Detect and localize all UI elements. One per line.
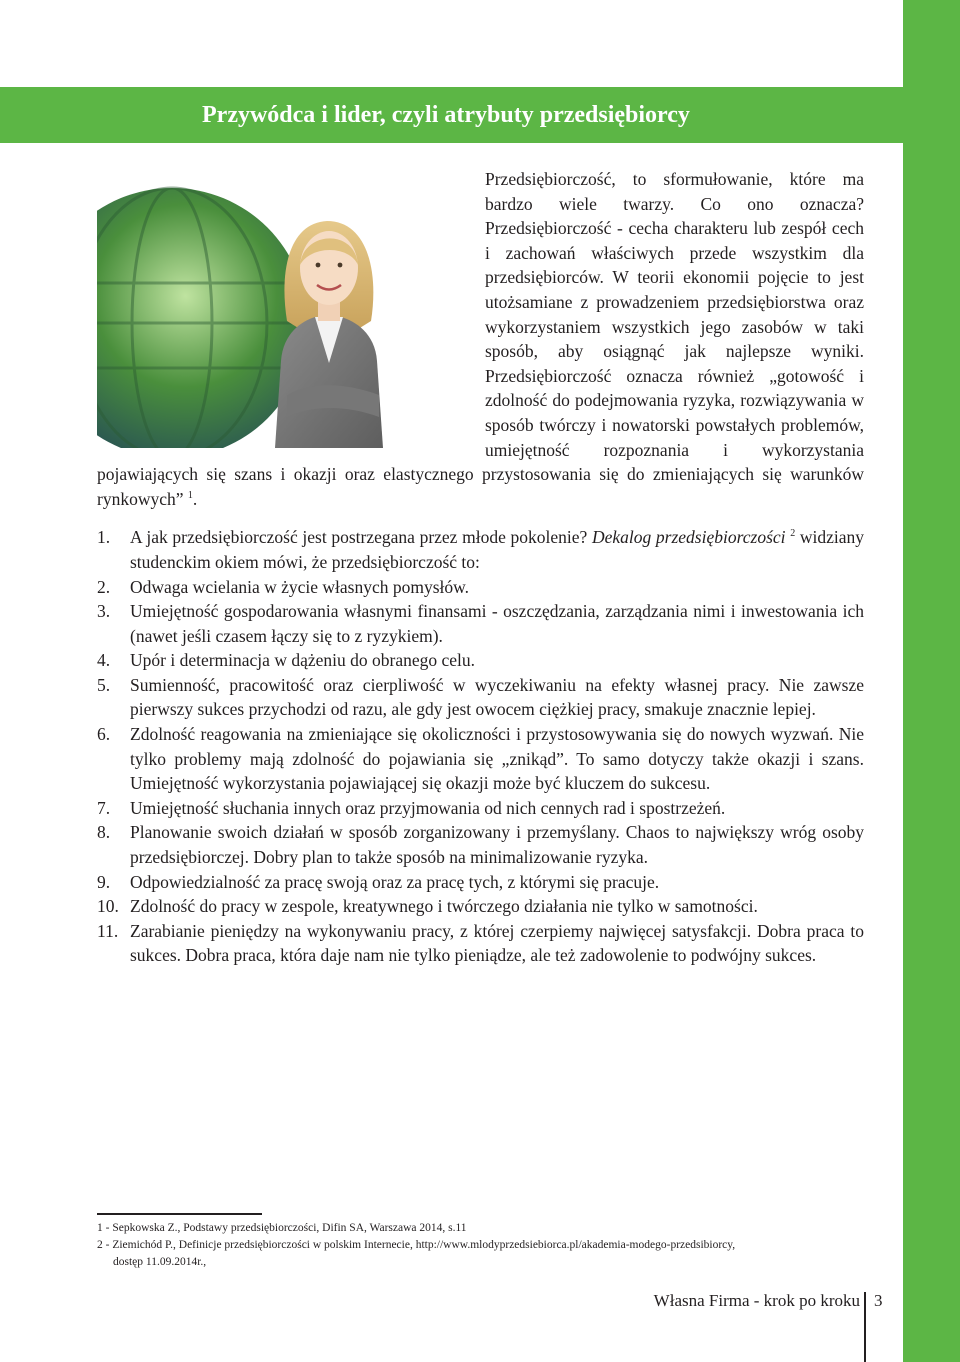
list-item: 10. Zdolność do pracy w zespole, kreatywnego i twórczego działania nie tylko w samotności.	[97, 896, 758, 917]
page-title: Przywódca i lider, czyli atrybuty przedsiębiorcy	[202, 101, 690, 128]
footnote-2: 2 - Ziemichód P., Definicje przedsiębiorczości w polskim Internecie, http://www.mlodyprzedsiebiorca.pl/akademia-modego-przedsibiorcy,	[97, 1239, 736, 1251]
side-accent-bar	[903, 0, 960, 1362]
footnote-ref-2: 2	[790, 528, 796, 540]
entrepreneurship-list	[97, 525, 864, 968]
footnote-1: 1 - Sepkowska Z., Podstawy przedsiębiorczości, Difin SA, Warszawa 2014, s.11	[97, 1222, 467, 1234]
footer-divider	[864, 1292, 866, 1362]
section-title-bar	[0, 87, 903, 143]
list-item: 6. Zdolność reagowania na zmieniające się okoliczności i przystosowywania się do nowych wyzwań. Nie tylko problemy mają zdolność do pojawiania się „znikąd”. To samo dotyczy także okazji i szans. Umiejętność wykorzystania pojawiającej się okazji może być kluczem do sukcesu.	[97, 724, 864, 794]
list-item: 1. A jak przedsiębiorczość jest postrzegana przez młode pokolenie? Dekalog przedsiębiorczości $^2$ widziany studenckim okiem mówi, że przedsiębiorczość to:	[97, 527, 864, 572]
footnotes	[97, 1213, 864, 1271]
list-item: 11. Zarabianie pieniędzy na wykonywaniu pracy, z której czerpiemy najwięcej satysfakcji. Dobra praca to sukces. Dobra praca, która daje nam nie tylko pieniądze, ale też zadowolenie to podwójny sukces.	[97, 920, 864, 966]
businesswoman-globe-photo	[97, 173, 460, 448]
list-item: 5. Sumienność, pracowitość oraz cierpliwość w wyczekiwaniu na efekty własnej pracy. Nie zawsze pierwszy sukces przychodzi od razu, ale gdy jest owocem ciężkiej pracy, smakuje znacznie lepiej.	[97, 674, 864, 720]
page-number: 3	[874, 1291, 883, 1310]
list-item: 8. Planowanie swoich działań w sposób zorganizowany i przemyślany. Chaos to największy wróg osoby przedsiębiorczej. Dobry plan to także sposób na minimalizowanie ryzyka.	[97, 822, 864, 868]
article-body	[97, 167, 864, 968]
list-item: 4. Upór i determinacja w dążeniu do obranego celu.	[97, 650, 476, 671]
footnote-2-continuation: dostęp 11.09.2014r.,	[113, 1256, 207, 1268]
footer-publication-title: Własna Firma - krok po kroku	[653, 1291, 860, 1310]
list-item: 2. Odwaga wcielania w życie własnych pomysłów.	[97, 576, 470, 597]
list-item: 3. Umiejętność gospodarowania własnymi finansami - oszczędzania, zarządzania nimi i inwestowania ich (nawet jeśli czasem łączy się to z ryzykiem).	[97, 601, 864, 646]
footnote-divider	[97, 1213, 262, 1215]
decalogue-title: Dekalog przedsiębiorczości	[591, 527, 786, 548]
list-item: 7. Umiejętność słuchania innych oraz przyjmowania od nich cennych rad i spostrzeżeń.	[97, 797, 726, 818]
intro-paragraph: Przedsiębiorczość, to sformułowanie, które ma bardzo wiele twarzy. Co ono oznacza? Przedsiębiorczość - cecha charakteru lub zespół cech i zachowań właściwych przede wszystkim dla przedsiębiorców. W teorii ekonomii pojęcie to jest utożsamiane z prowadzeniem przedsiębiorstwa oraz wykorzystaniem wszystkich jego zasobów w taki sposób, aby osiągnąć jak najlepsze wyniki. Przedsiębiorczość oznacza również „gotowość i zdolność do podejmowania ryzyka, rozwiązywania w sposób twórczy i nowatorski powstałych problemów, umiejętność rozpoznania i wykorzystania pojawiających się szans i okazji oraz elastycznego przystosowania się do zmieniających się warunków rynkowych” $^1$.	[97, 169, 864, 509]
footnote-ref-1: 1	[187, 489, 193, 501]
list-item: 9. Odpowiedzialność za pracę swoją oraz za pracę tych, z którymi się pracuje.	[97, 871, 660, 892]
